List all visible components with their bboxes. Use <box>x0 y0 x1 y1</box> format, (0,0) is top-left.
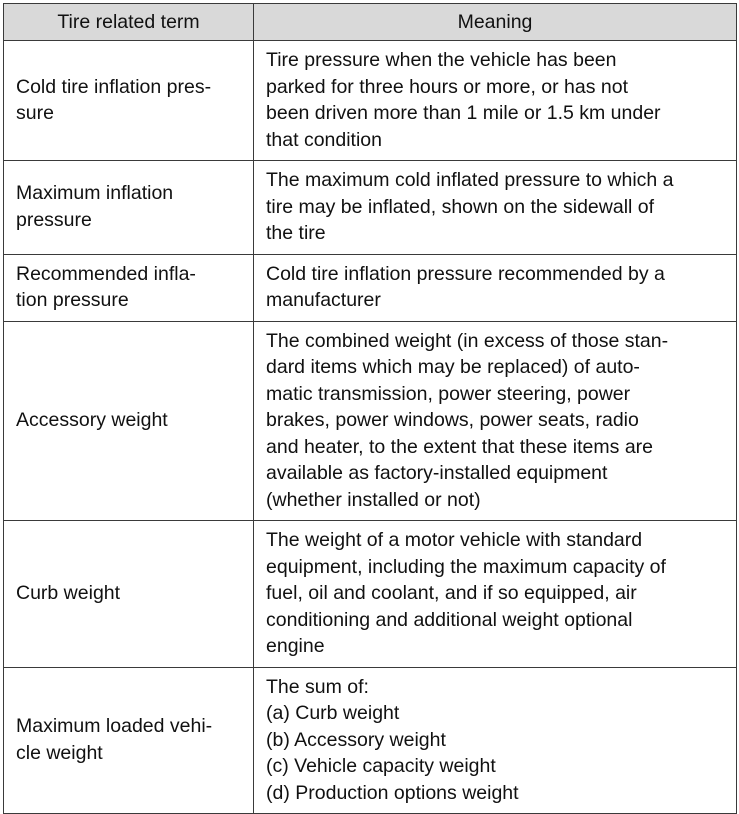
term-text-line: cle weight <box>16 741 103 764</box>
meaning-text-line: (c) Vehicle capacity weight <box>266 755 496 777</box>
meaning-text-line: parked for three hours or more, or has not <box>266 75 629 98</box>
meaning-text-line: (whether installed or not) <box>266 488 481 511</box>
term-cell <box>4 521 254 668</box>
meaning-cell <box>254 521 737 668</box>
meaning-text-line: equipment, including the maximum capacity of <box>266 555 666 578</box>
meaning-text-line: (a) Curb weight <box>266 702 400 724</box>
table-row <box>4 521 737 668</box>
meaning-cell <box>254 254 737 321</box>
meaning-text-line: (d) Production options weight <box>266 781 519 804</box>
term-cell <box>4 161 254 255</box>
term-text-line: Maximum loaded vehi- <box>16 715 213 738</box>
meaning-text-line: been driven more than 1 mile or 1.5 km under <box>266 102 661 124</box>
meaning-cell <box>254 41 737 161</box>
term-cell <box>4 254 254 321</box>
meaning-text-line: (b) Accessory weight <box>266 728 446 751</box>
meaning-text-line: dard items which may be replaced) of auto- <box>266 356 640 378</box>
meaning-text-line: that condition <box>266 128 383 151</box>
term-text-line: Recommended infla- <box>16 262 196 285</box>
meaning-text-line: The sum of: <box>266 675 369 698</box>
table-row <box>4 321 737 521</box>
term-text-line: Accessory weight <box>16 409 168 431</box>
term-text-line: Curb weight <box>16 582 121 604</box>
meaning-text-line: The maximum cold inflated pressure to which a <box>266 169 674 191</box>
header-term: Tire related term <box>4 4 254 41</box>
meaning-text-line: matic transmission, power steering, power <box>266 382 631 405</box>
term-text-line: pressure <box>16 208 92 231</box>
meaning-cell <box>254 161 737 255</box>
meaning-text-line: The combined weight (in excess of those stan- <box>266 329 669 352</box>
meaning-text-line: the tire <box>266 222 326 244</box>
meaning-text-line: Tire pressure when the vehicle has been <box>266 49 617 71</box>
meaning-text-line: engine <box>266 635 325 657</box>
table-row <box>4 254 737 321</box>
header-meaning: Meaning <box>254 4 737 41</box>
meaning-text-line: brakes, power windows, power seats, radio <box>266 409 639 431</box>
meaning-text-line: manufacturer <box>266 289 381 311</box>
term-text-line: Maximum inflation <box>16 182 174 205</box>
meaning-text-line: Cold tire inflation pressure recommended by a <box>266 262 665 285</box>
term-text-line: sure <box>16 102 54 124</box>
term-text-line: tion pressure <box>16 289 129 311</box>
meaning-text-line: fuel, oil and coolant, and if so equipped, air <box>266 582 637 604</box>
meaning-text-line: tire may be inflated, shown on the sidewall of <box>266 195 655 218</box>
term-cell <box>4 41 254 161</box>
meaning-text-line: available as factory-installed equipment <box>266 462 608 484</box>
table-row <box>4 41 737 161</box>
term-text-line: Cold tire inflation pres- <box>16 75 212 98</box>
table-header-row <box>4 4 737 41</box>
meaning-text-line: conditioning and additional weight optional <box>266 608 633 631</box>
term-cell <box>4 667 254 814</box>
meaning-cell <box>254 321 737 521</box>
meaning-text-line: and heater, to the extent that these items are <box>266 435 654 458</box>
tire-terms-table <box>3 3 737 814</box>
table-row <box>4 667 737 814</box>
term-cell <box>4 321 254 521</box>
meaning-cell <box>254 667 737 814</box>
table-row <box>4 161 737 255</box>
meaning-text-line: The weight of a motor vehicle with standard <box>266 529 643 551</box>
